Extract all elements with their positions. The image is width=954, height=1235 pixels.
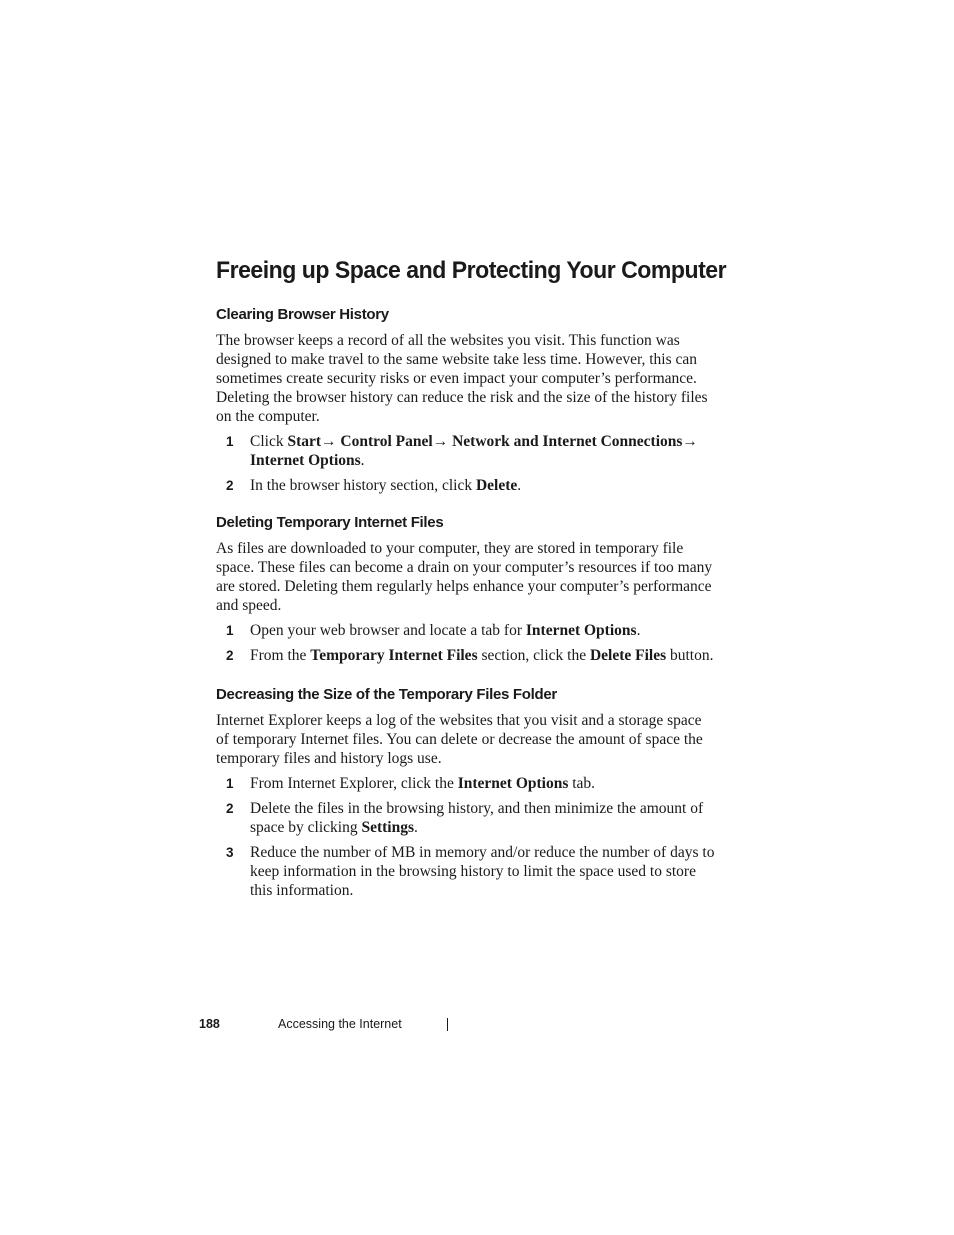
step-number: 3 [226, 845, 234, 860]
step-number: 1 [226, 623, 234, 638]
section-heading: Decreasing the Size of the Temporary Files Folder [216, 686, 557, 703]
section-paragraph: As files are downloaded to your computer, they are stored in temporary file space. These files can become a drain on your computer’s resources if too many are stored. Deleting them regularly helps enhance your computer’s performance and speed. [216, 540, 713, 614]
step-text: → [321, 433, 341, 450]
step-item [216, 843, 716, 900]
section-deleting-temporary-internet-files [216, 513, 716, 665]
step-text: From the [250, 647, 311, 664]
step-emphasis: Delete [475, 477, 518, 494]
step-text: Click [250, 433, 288, 450]
page-title: Freeing up Space and Protecting Your Computer [216, 257, 727, 284]
page-number: 188 [199, 1017, 220, 1031]
section-clearing-browser-history [216, 305, 716, 495]
step-number: 1 [226, 776, 234, 791]
step-text: tab. [568, 775, 596, 792]
step-number: 2 [226, 648, 234, 663]
step-text: In the browser history section, click [250, 477, 476, 494]
step-number: 1 [226, 434, 234, 449]
step-item [216, 646, 716, 665]
step-emphasis: Temporary Internet Files [310, 647, 478, 664]
step-text: . [517, 477, 522, 494]
step-text: section, click the [477, 647, 590, 664]
step-emphasis: Control Panel [340, 433, 433, 450]
step-text: From Internet Explorer, click the [250, 775, 458, 792]
step-text: . [414, 819, 418, 836]
step-emphasis: Delete Files [589, 647, 667, 664]
step-text: button. [666, 647, 714, 664]
step-item [216, 432, 716, 470]
step-list [216, 621, 716, 665]
step-emphasis: Internet Options [457, 775, 569, 792]
step-text: Reduce the number of MB in memory and/or reduce the number of days to keep information in the browsing history to limit the space used to store this information. [250, 844, 715, 899]
section-decreasing-temporary-files-folder [216, 685, 716, 900]
footer-divider [447, 1018, 448, 1031]
step-text: Open your web browser and locate a tab for [250, 622, 526, 639]
step-text: → [432, 433, 453, 450]
step-item [216, 799, 716, 837]
step-item [216, 621, 716, 640]
section-heading: Deleting Temporary Internet Files [216, 514, 444, 531]
step-item [216, 476, 716, 495]
step-emphasis: Settings [361, 819, 415, 836]
step-text: . [636, 622, 641, 639]
section-heading: Clearing Browser History [216, 306, 389, 323]
section-paragraph: The browser keeps a record of all the websites you visit. This function was designed to make travel to the same website take less time. However, this can sometimes create security risks or even impact your computer’s performance. Deleting the browser history can reduce the risk and the size of the history files on the computer. [216, 332, 708, 425]
step-text: Delete the files in the browsing history, and then minimize the amount of space by clicking [250, 800, 704, 836]
step-item [216, 774, 716, 793]
step-emphasis: Internet Options [525, 622, 637, 639]
step-number: 2 [226, 801, 234, 816]
section-paragraph: Internet Explorer keeps a log of the websites that you visit and a storage space of temporary Internet files. You can delete or decrease the amount of space the temporary files and history logs use. [216, 712, 703, 767]
page-content [216, 256, 727, 920]
step-text: → [682, 433, 698, 450]
step-emphasis: Internet Options [250, 452, 361, 469]
step-list [216, 774, 716, 900]
step-emphasis: Start [287, 433, 322, 450]
footer-section-title: Accessing the Internet [278, 1017, 402, 1031]
step-text: . [360, 452, 365, 469]
step-emphasis: Network and Internet Connections [452, 433, 683, 450]
step-list [216, 432, 716, 495]
step-number: 2 [226, 478, 234, 493]
